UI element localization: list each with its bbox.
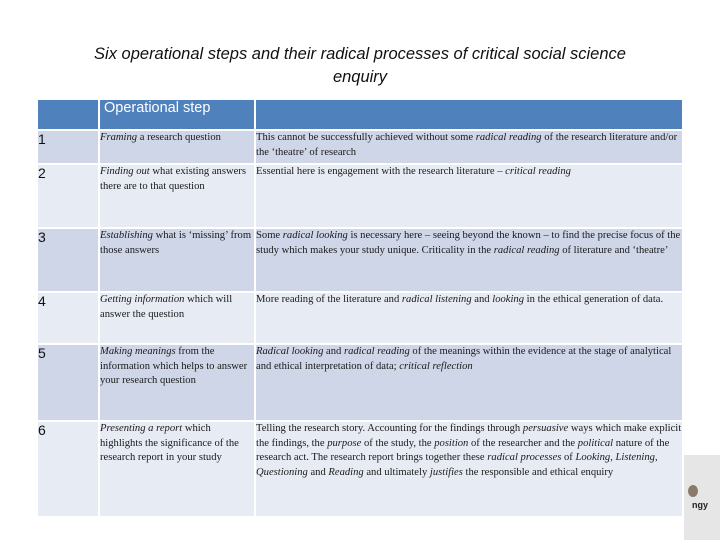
operational-step-cell — [99, 164, 255, 228]
emphasized-phrase: political — [577, 437, 614, 449]
emphasized-phrase: Reading — [328, 466, 364, 478]
emphasized-phrase: persuasive — [522, 423, 569, 434]
text-run: Some — [256, 230, 283, 241]
emphasized-phrase: critical reflection — [399, 360, 473, 372]
thumbnail-figure-icon — [688, 485, 698, 497]
emphasized-phrase: purpose — [327, 437, 362, 449]
emphasized-phrase: Making meanings — [100, 346, 176, 357]
text-run: of the researcher and the — [468, 437, 578, 449]
emphasized-phrase: Presenting a report — [100, 423, 183, 434]
text-run: in the ethical generation of data. — [524, 294, 664, 305]
emphasized-phrase: radical reading — [493, 244, 560, 256]
header-operational-step — [99, 99, 255, 130]
table-row — [37, 421, 683, 517]
header-operational-step-label: Operational step — [104, 100, 211, 116]
text-run: the responsible and ethical enquiry — [462, 466, 614, 478]
step-number: 1 — [37, 130, 99, 164]
text-run: of the research literature and/or the ‘theatre’ of research — [256, 132, 678, 158]
step-number: 2 — [37, 164, 99, 228]
radical-process-cell — [255, 421, 683, 517]
title-line-2: enquiry — [332, 68, 388, 86]
emphasized-phrase: radical listening — [401, 294, 472, 305]
text-run: which highlights the significance of the research report in your study — [100, 423, 239, 463]
text-run: Essential here is engagement with the research literature – — [256, 166, 506, 177]
text-run: and — [307, 466, 329, 478]
thumbnail-text: ngy — [692, 500, 709, 510]
operational-step-cell — [99, 130, 255, 164]
header-description — [255, 99, 683, 130]
text-run: of — [561, 452, 576, 463]
emphasized-phrase: radical reading — [475, 132, 542, 143]
emphasized-phrase: radical reading — [343, 346, 410, 357]
emphasized-phrase: justifies — [429, 466, 463, 478]
radical-process-cell — [255, 164, 683, 228]
text-run: and — [471, 294, 493, 305]
emphasized-phrase: position — [434, 437, 469, 449]
text-run: More reading of the literature and — [256, 294, 402, 305]
emphasized-phrase: Framing — [100, 132, 138, 143]
radical-process-cell — [255, 292, 683, 344]
steps-table — [36, 98, 684, 518]
step-number: 3 — [37, 228, 99, 292]
table-row — [37, 130, 683, 164]
emphasized-phrase: radical processes — [487, 452, 562, 463]
text-run: from the information which helps to answer your research question — [100, 346, 248, 386]
emphasized-phrase: critical reading — [505, 166, 571, 177]
text-run: This cannot be successfully achieved without some — [256, 132, 476, 143]
text-run: Telling the research story. Accounting for the findings through — [256, 423, 523, 434]
emphasized-phrase: radical looking — [282, 230, 348, 241]
text-run: of the meanings within the evidence at the stage of analytical and ethical interpretation of data; — [256, 346, 672, 372]
radical-process-cell — [255, 344, 683, 421]
text-run: of literature and ‘theatre’ — [559, 244, 669, 256]
emphasized-phrase: Establishing — [100, 230, 153, 241]
slide-title — [40, 43, 680, 89]
text-run: which will answer the question — [100, 294, 233, 320]
emphasized-phrase: looking — [492, 294, 525, 305]
title-line-1: Six operational steps and their radical processes of critical social science — [94, 45, 626, 63]
radical-process-cell — [255, 228, 683, 292]
side-thumbnail — [684, 455, 720, 540]
table-row — [37, 292, 683, 344]
emphasized-phrase: Finding out — [100, 166, 150, 177]
radical-process-cell — [255, 130, 683, 164]
operational-step-cell — [99, 421, 255, 517]
step-number: 6 — [37, 421, 99, 517]
emphasized-phrase: Radical looking — [256, 346, 324, 357]
emphasized-phrase: Looking, Listening, Questioning — [256, 452, 658, 478]
step-number: 4 — [37, 292, 99, 344]
text-run: of the study, the — [361, 437, 435, 449]
table-row — [37, 164, 683, 228]
text-run: ways which make explicit the findings, the — [256, 423, 682, 449]
text-run: and ultimately — [363, 466, 430, 478]
text-run: nature of the research act. The research report brings together these — [256, 437, 670, 463]
emphasized-phrase: Getting information — [100, 294, 185, 305]
table-row — [37, 228, 683, 292]
text-run: what existing answers there are to that question — [100, 166, 246, 192]
operational-step-cell — [99, 292, 255, 344]
text-run: what is ‘missing’ from those answers — [100, 230, 252, 256]
text-run: and — [323, 346, 344, 357]
text-run: is necessary here – seeing beyond the known – to find the precise focus of the study which makes your study unique. Criticality in the — [256, 230, 681, 256]
table-header-row — [37, 99, 683, 130]
header-number — [37, 99, 99, 130]
table-row — [37, 344, 683, 421]
text-run: a research question — [137, 132, 221, 143]
step-number: 5 — [37, 344, 99, 421]
operational-step-cell — [99, 228, 255, 292]
operational-step-cell — [99, 344, 255, 421]
